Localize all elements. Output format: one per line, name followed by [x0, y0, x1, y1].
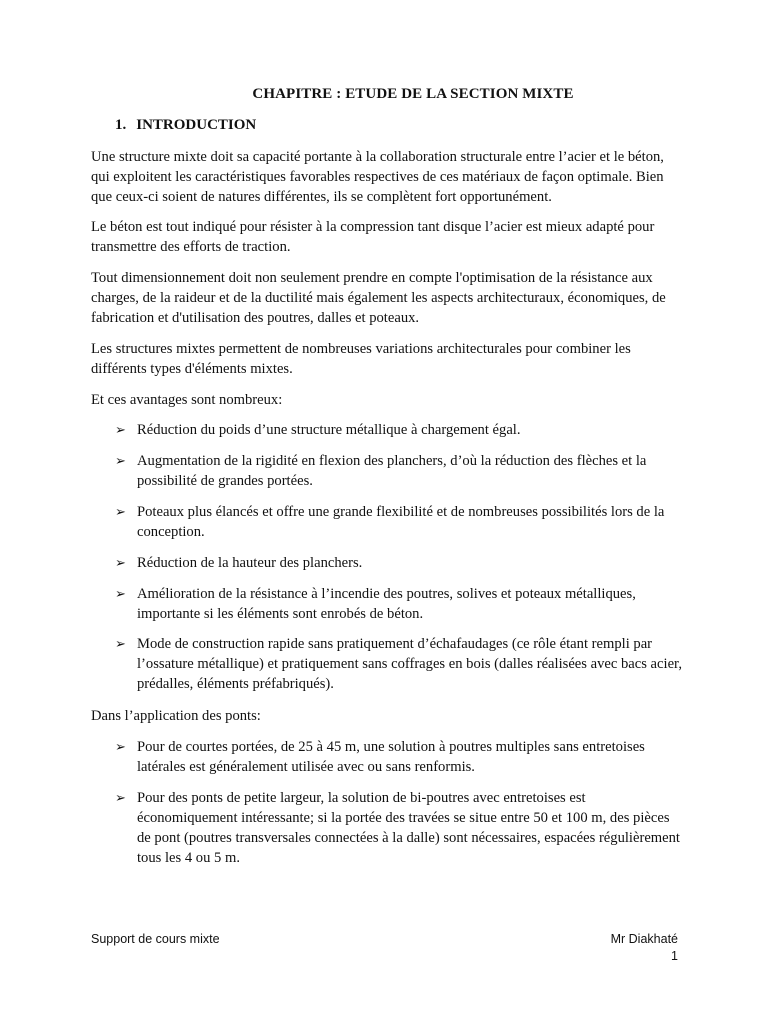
list-item-text: Mode de construction rapide sans pratiquement d’échafaudages (ce rôle étant rempli par l’ossature métallique) et pratiquement sans coffrages en bois (dalles réalisées avec bacs acier, prédalles, éléments préfabriqués).	[137, 636, 682, 692]
list-item	[115, 451, 685, 491]
arrow-bullet-icon: ➢	[115, 636, 126, 651]
paragraph-intro: Une structure mixte doit sa capacité portante à la collaboration structurale entre l’acier et le béton, qui exploitent les caractéristiques favorables respectives de ces matériaux de façon optimale. Bien que ceux-ci soient de natures différentes, ils se complètent fort opportunément.	[91, 149, 664, 205]
list-item	[115, 737, 685, 777]
list-item-text: Poteaux plus élancés et offre une grande flexibilité et de nombreuses possibilités lors de la conception.	[137, 504, 665, 540]
footer-course-label: Support de cours mixte	[91, 932, 220, 946]
paragraph-ponts: Dans l’application des ponts:	[91, 708, 261, 724]
paragraph-variations: Les structures mixtes permettent de nombreuses variations architecturales pour combiner les différents types d'éléments mixtes.	[91, 341, 631, 377]
list-item	[115, 553, 685, 573]
arrow-bullet-icon: ➢	[115, 504, 126, 519]
paragraph-beton: Le béton est tout indiqué pour résister à la compression tant disque l’acier est mieux adapté pour transmettre des efforts de traction.	[91, 219, 655, 255]
arrow-bullet-icon: ➢	[115, 790, 126, 805]
footer-author: Mr Diakhaté	[610, 932, 678, 946]
list-item-text: Pour de courtes portées, de 25 à 45 m, une solution à poutres multiples sans entretoises latérales est généralement utilisée avec ou sans renformis.	[137, 739, 645, 775]
list-item	[115, 634, 685, 694]
list-item	[115, 502, 685, 542]
list-item	[115, 788, 685, 868]
list-item-text: Réduction de la hauteur des planchers.	[137, 555, 363, 571]
arrow-bullet-icon: ➢	[115, 422, 126, 437]
page-number: 1	[671, 949, 678, 963]
section-number: 1.	[115, 117, 127, 133]
arrow-bullet-icon: ➢	[115, 453, 126, 468]
arrow-bullet-icon: ➢	[115, 555, 126, 570]
arrow-bullet-icon: ➢	[115, 586, 126, 601]
paragraph-dimensionnement: Tout dimensionnement doit non seulement prendre en compte l'optimisation de la résistance aux charges, de la raideur et de la ductilité mais également les aspects architecturaux, économiques, de fabrication et d'utilisation des poutres, dalles et poteaux.	[91, 270, 666, 326]
chapter-title: CHAPITRE : ETUDE DE LA SECTION MIXTE	[252, 86, 574, 102]
list-item-text: Réduction du poids d’une structure métallique à chargement égal.	[137, 422, 521, 438]
section-heading-text: INTRODUCTION	[136, 117, 257, 133]
list-item-text: Augmentation de la rigidité en flexion des planchers, d’où la réduction des flèches et la possibilité de grandes portées.	[137, 453, 647, 489]
list-item	[115, 584, 685, 624]
section-heading	[115, 117, 256, 134]
list-item-text: Amélioration de la résistance à l’incendie des poutres, solives et poteaux métalliques, importante si les éléments sont enrobés de béton.	[137, 586, 636, 622]
list-item-text: Pour des ponts de petite largeur, la solution de bi-poutres avec entretoises est économiquement intéressante; si la portée des travées se situe entre 50 et 100 m, des pièces de pont (poutres transversales connectées à la dalle) sont nécessaires, espacées régulièrement tous les 4 ou 5 m.	[137, 790, 680, 866]
paragraph-avantages: Et ces avantages sont nombreux:	[91, 392, 283, 408]
arrow-bullet-icon: ➢	[115, 739, 126, 754]
list-item	[115, 420, 685, 440]
